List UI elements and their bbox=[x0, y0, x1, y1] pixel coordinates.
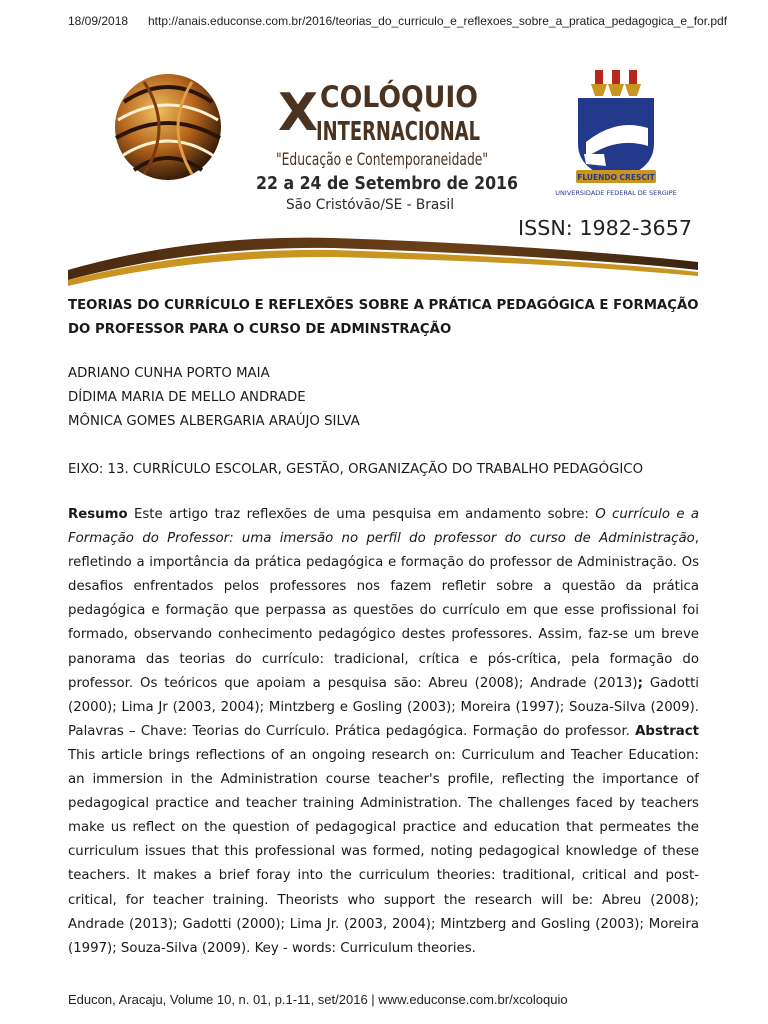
spiral-sphere-logo bbox=[115, 74, 221, 180]
abstract-text: This article brings reflections of an ongoing research on: Curriculum and Teacher Education: an immersion in the Administration course teacher's profile, reflecting the importance of pedagogical practice and teacher training Administration. The challenges faced by teachers make us reflect on the question of pedagogical practice and education that permeates the curriculum issues that this professional was formed, noting pedagogical knowledge of these teachers. It makes a brief foray into the curriculum theories: traditional, critical and post-critical, for teacher training. Theorists who support the research will be: Abreu (2008); Andrade (2013); Gadotti (2000); Lima Jr. (2003, 2004); Mintzberg and Gosling (2003); Moreira (1997); Souza-Silva (2009). Key - words: Curriculum theories. bbox=[68, 747, 699, 956]
author-list bbox=[68, 362, 360, 434]
seal-university: UNIVERSIDADE FEDERAL DE SERGIPE bbox=[555, 189, 677, 197]
event-name-line1: COLÓQUIO bbox=[320, 80, 478, 114]
abstract-label: Abstract bbox=[635, 723, 699, 739]
event-name-line2: INTERNACIONAL bbox=[316, 117, 480, 147]
event-theme: "Educação e Contemporaneidade" bbox=[276, 150, 488, 170]
event-banner bbox=[64, 62, 704, 290]
resumo-text-end: Gadotti (2000); Lima Jr (2003, 2004); Mintzberg e Gosling (2003); Moreira (1997); Souza-Silva (2009). Palavras – Chave: Teorias do Currículo. Prática pedagógica. Formação do professor. bbox=[68, 675, 699, 739]
issn: ISSN: 1982-3657 bbox=[518, 216, 692, 240]
event-roman-numeral: X bbox=[278, 83, 319, 143]
resumo-label: Resumo bbox=[68, 507, 128, 522]
resumo-text-intro: Este artigo traz reflexões de uma pesquisa em andamento sobre: bbox=[127, 507, 596, 522]
author: ADRIANO CUNHA PORTO MAIA bbox=[68, 366, 270, 381]
resumo-bold-semicolon: ; bbox=[637, 675, 643, 691]
ufs-seal bbox=[555, 70, 676, 197]
eixo-line: EIXO: 13. CURRÍCULO ESCOLAR, GESTÃO, ORGANIZAÇÃO DO TRABALHO PEDAGÓGICO bbox=[68, 462, 644, 477]
author: DÍDIMA MARIA DE MELLO ANDRADE bbox=[68, 390, 306, 405]
paper-title: TEORIAS DO CURRÍCULO E REFLEXÕES SOBRE A PRÁTICA PEDAGÓGICA E FORMAÇÃO DO PROFESSOR PARA O CURSO DE ADMINSTRAÇÃO bbox=[68, 298, 699, 337]
banner-wave bbox=[68, 238, 698, 286]
abstract-paragraph bbox=[68, 503, 699, 961]
event-location: São Cristóvão/SE - Brasil bbox=[286, 197, 454, 213]
resumo-text-body: , refletindo a importância da prática pedagógica e formação do professor de Administração. Os desafios enfrentados pelos professores nos fazem refletir sobre a questão da prática pedagógica e formação que perpassa as questões do currículo em que esse profissional foi formado, observando conhecimento pedagógico destes professores. Assim, faz-se um breve panorama das teorias do currículo: tradicional, crítica e pós-crítica, pela formação do professor. Os teóricos que apoiam a pesquisa são: Abreu (2008); Andrade (2013) bbox=[68, 531, 699, 691]
print-url: http://anais.educonse.com.br/2016/teorias_do_curriculo_e_reflexoes_sobre_a_pratica_pedagogica_e_for.pdf bbox=[148, 14, 728, 28]
event-dates: 22 a 24 de Setembro de 2016 bbox=[256, 173, 518, 194]
resumo-italic-title: O currículo e a Formação do Professor: uma imersão no perfil do professor do curso de Administração bbox=[68, 507, 699, 547]
print-date: 18/09/2018 bbox=[68, 14, 129, 28]
seal-motto: FLUENDO CRESCIT bbox=[577, 173, 655, 182]
event-title-block bbox=[256, 80, 518, 213]
author: MÔNICA GOMES ALBERGARIA ARAÚJO SILVA bbox=[68, 414, 360, 429]
page-footer: Educon, Aracaju, Volume 10, n. 01, p.1-11, set/2016 | www.educonse.com.br/xcoloquio bbox=[68, 992, 568, 1007]
